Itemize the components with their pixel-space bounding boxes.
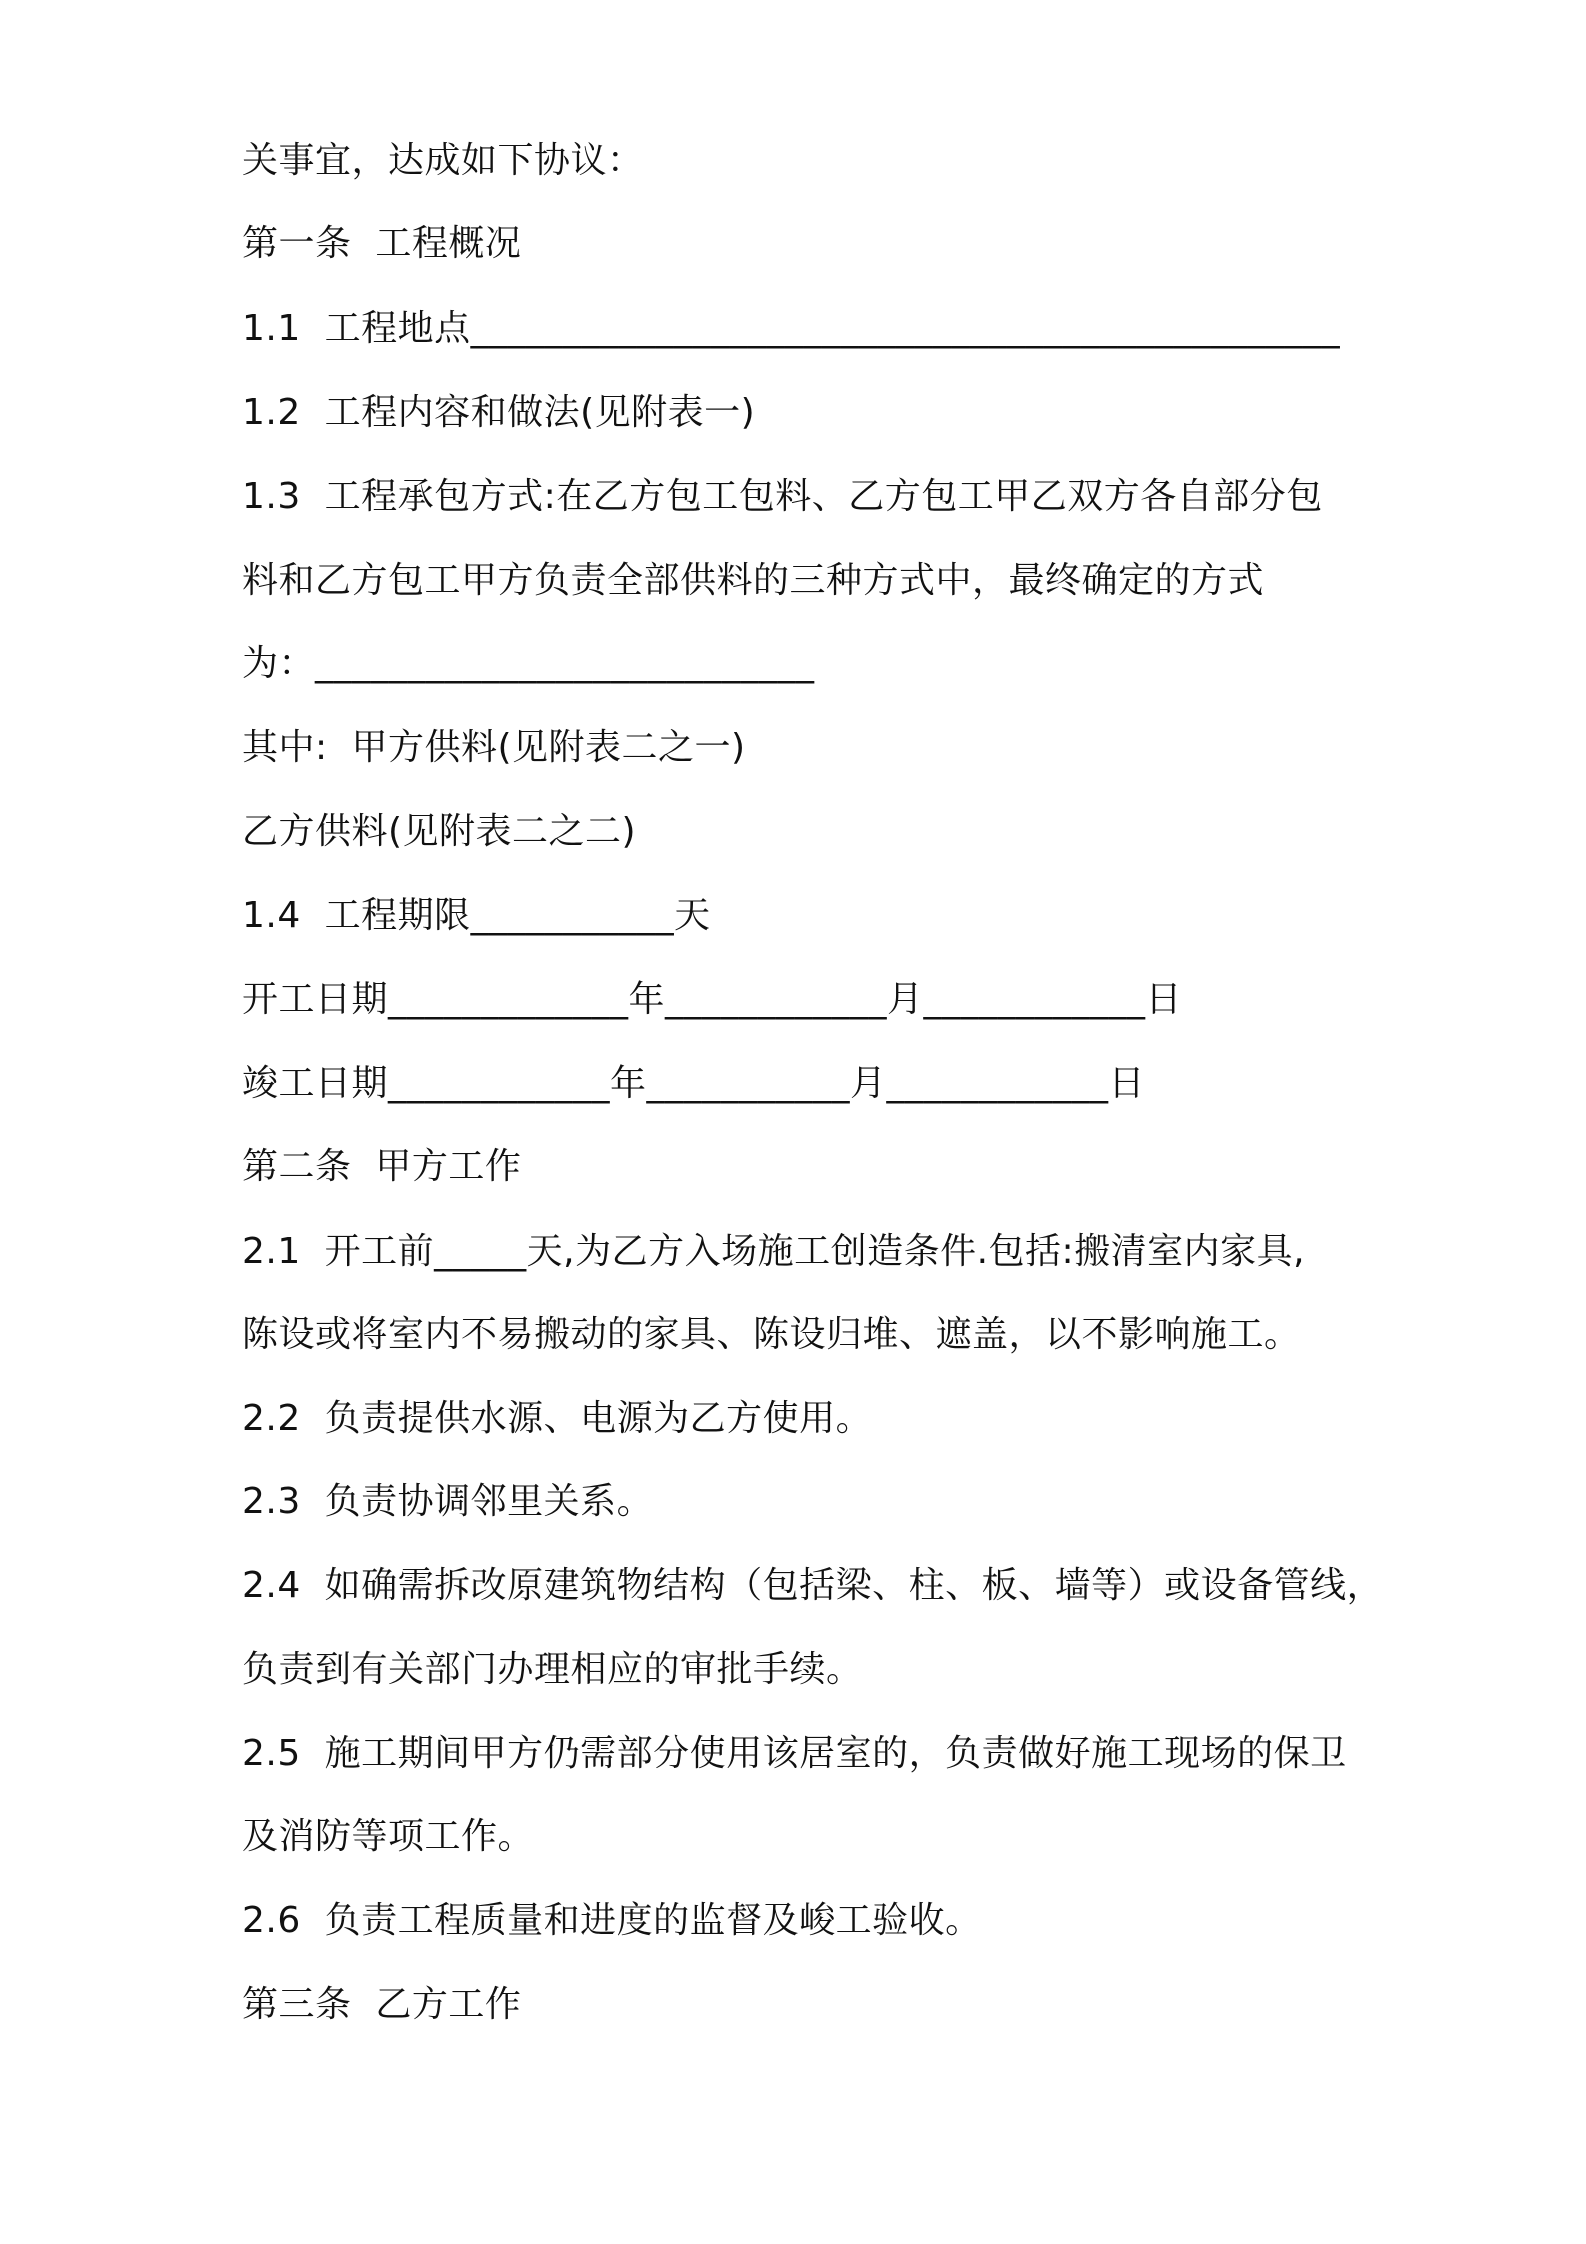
clause-2-5-line-2: 及消防等项工作。 (242, 1816, 535, 1857)
clause-1-3-supply-a: 其中: 甲方供料(见附表二之一) (242, 727, 746, 768)
clause-2-1-line-1: 2.1 开工前_____天,为乙方入场施工创造条件.包括:搬清室内家具, (242, 1231, 1306, 1272)
clause-2-2: 2.2 负责提供水源、电源为乙方使用。 (242, 1398, 873, 1439)
clause-2-6: 2.6 负责工程质量和进度的监督及峻工验收。 (242, 1900, 982, 1941)
clause-1-2: 1.2 工程内容和做法(见附表一) (242, 392, 756, 433)
clause-1-3-line-2: 料和乙方包工甲方负责全部供料的三种方式中，最终确定的方式 (242, 560, 1265, 601)
heading-article-1: 第一条 工程概况 (242, 223, 522, 264)
heading-article-2: 第二条 甲方工作 (242, 1146, 522, 1187)
heading-article-3: 第三条 乙方工作 (242, 1984, 522, 2025)
clause-1-1: 1.1 工程地点_______________________________________________ (242, 308, 1341, 349)
clause-1-3-line-3: 为：___________________________ (242, 643, 815, 684)
clause-2-4-line-2: 负责到有关部门办理相应的审批手续。 (242, 1649, 863, 1690)
clause-2-3: 2.3 负责协调邻里关系。 (242, 1481, 654, 1522)
start-date-line: 开工日期_____________年____________月____________日 (242, 979, 1183, 1020)
clause-1-3-line-1: 1.3 工程承包方式:在乙方包工包料、乙方包工甲乙双方各自部分包 (242, 476, 1323, 517)
text-line-agreement-intro: 关事宜，达成如下协议： (242, 140, 644, 181)
completion-date-line: 竣工日期____________年___________月____________日 (242, 1063, 1146, 1104)
clause-2-5-line-1: 2.5 施工期间甲方仍需部分使用该居室的，负责做好施工现场的保卫 (242, 1733, 1347, 1774)
clause-2-1-line-2: 陈设或将室内不易搬动的家具、陈设归堆、遮盖，以不影响施工。 (242, 1314, 1301, 1355)
clause-1-3-supply-b: 乙方供料(见附表二之二) (242, 811, 637, 852)
clause-1-4: 1.4 工程期限___________天 (242, 895, 711, 936)
clause-2-4-line-1: 2.4 如确需拆改原建筑物结构（包括梁、柱、板、墙等）或设备管线， (242, 1565, 1384, 1606)
